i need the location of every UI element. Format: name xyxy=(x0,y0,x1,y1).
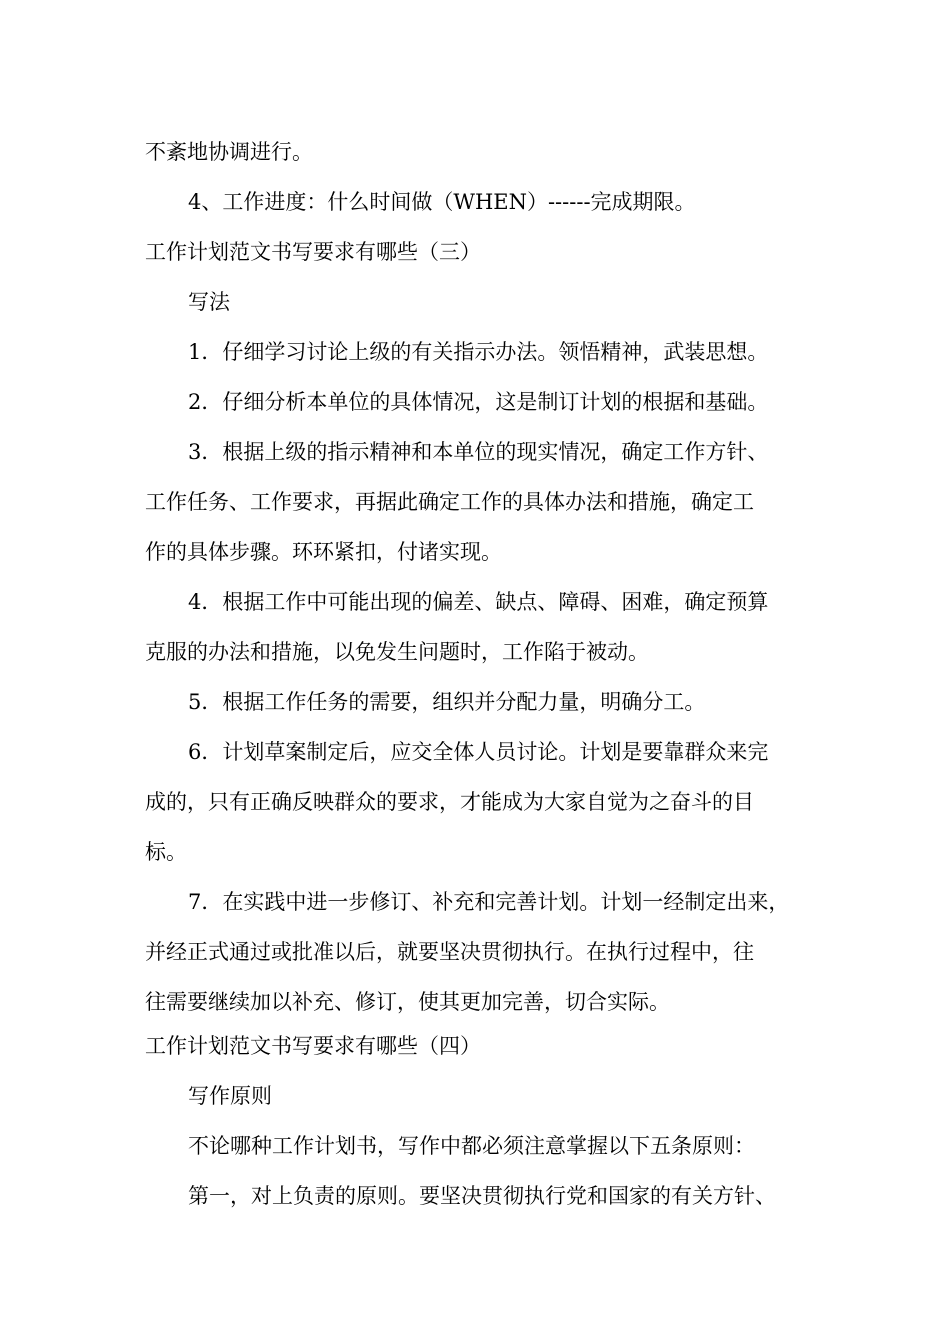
text-line: 工作任务、工作要求，再据此确定工作的具体办法和措施，确定工 xyxy=(145,490,754,514)
subheading: 写法 xyxy=(188,290,230,314)
text-line: 往需要继续加以补充、修订，使其更加完善，切合实际。 xyxy=(145,990,670,1014)
text-line: 标。 xyxy=(145,840,187,864)
text-line: 2．仔细分析本单位的具体情况，这是制订计划的根据和基础。 xyxy=(188,390,769,414)
text-line: 第一，对上负责的原则。要坚决贯彻执行党和国家的有关方针、 xyxy=(188,1184,776,1208)
text-line: 克服的办法和措施，以免发生问题时，工作陷于被动。 xyxy=(145,640,649,664)
section-heading: 工作计划范文书写要求有哪些（四） xyxy=(145,1034,481,1058)
text-line: 6．计划草案制定后，应交全体人员讨论。计划是要靠群众来完 xyxy=(188,740,769,764)
text-line: 3．根据上级的指示精神和本单位的现实情况，确定工作方针、 xyxy=(188,440,769,464)
text-line: 不论哪种工作计划书，写作中都必须注意掌握以下五条原则： xyxy=(188,1134,755,1158)
text-line: 作的具体步骤。环环紧扣，付诸实现。 xyxy=(145,540,502,564)
text-line: 并经正式通过或批准以后，就要坚决贯彻执行。在执行过程中，往 xyxy=(145,940,754,964)
text-line: 7．在实践中进一步修订、补充和完善计划。计划一经制定出来， xyxy=(188,890,790,914)
text-line: 4．根据工作中可能出现的偏差、缺点、障碍、困难，确定预算 xyxy=(188,590,769,614)
text-line: 5．根据工作任务的需要，组织并分配力量，明确分工。 xyxy=(188,690,706,714)
text-line: 成的，只有正确反映群众的要求，才能成为大家自觉为之奋斗的目 xyxy=(145,790,754,814)
text-line: 1．仔细学习讨论上级的有关指示办法。领悟精神，武装思想。 xyxy=(188,340,769,364)
subheading: 写作原则 xyxy=(188,1084,272,1108)
section-heading: 工作计划范文书写要求有哪些（三） xyxy=(145,240,481,264)
text-line: 4、工作进度：什么时间做（WHEN）------完成期限。 xyxy=(188,190,696,214)
text-line: 不紊地协调进行。 xyxy=(145,140,313,164)
